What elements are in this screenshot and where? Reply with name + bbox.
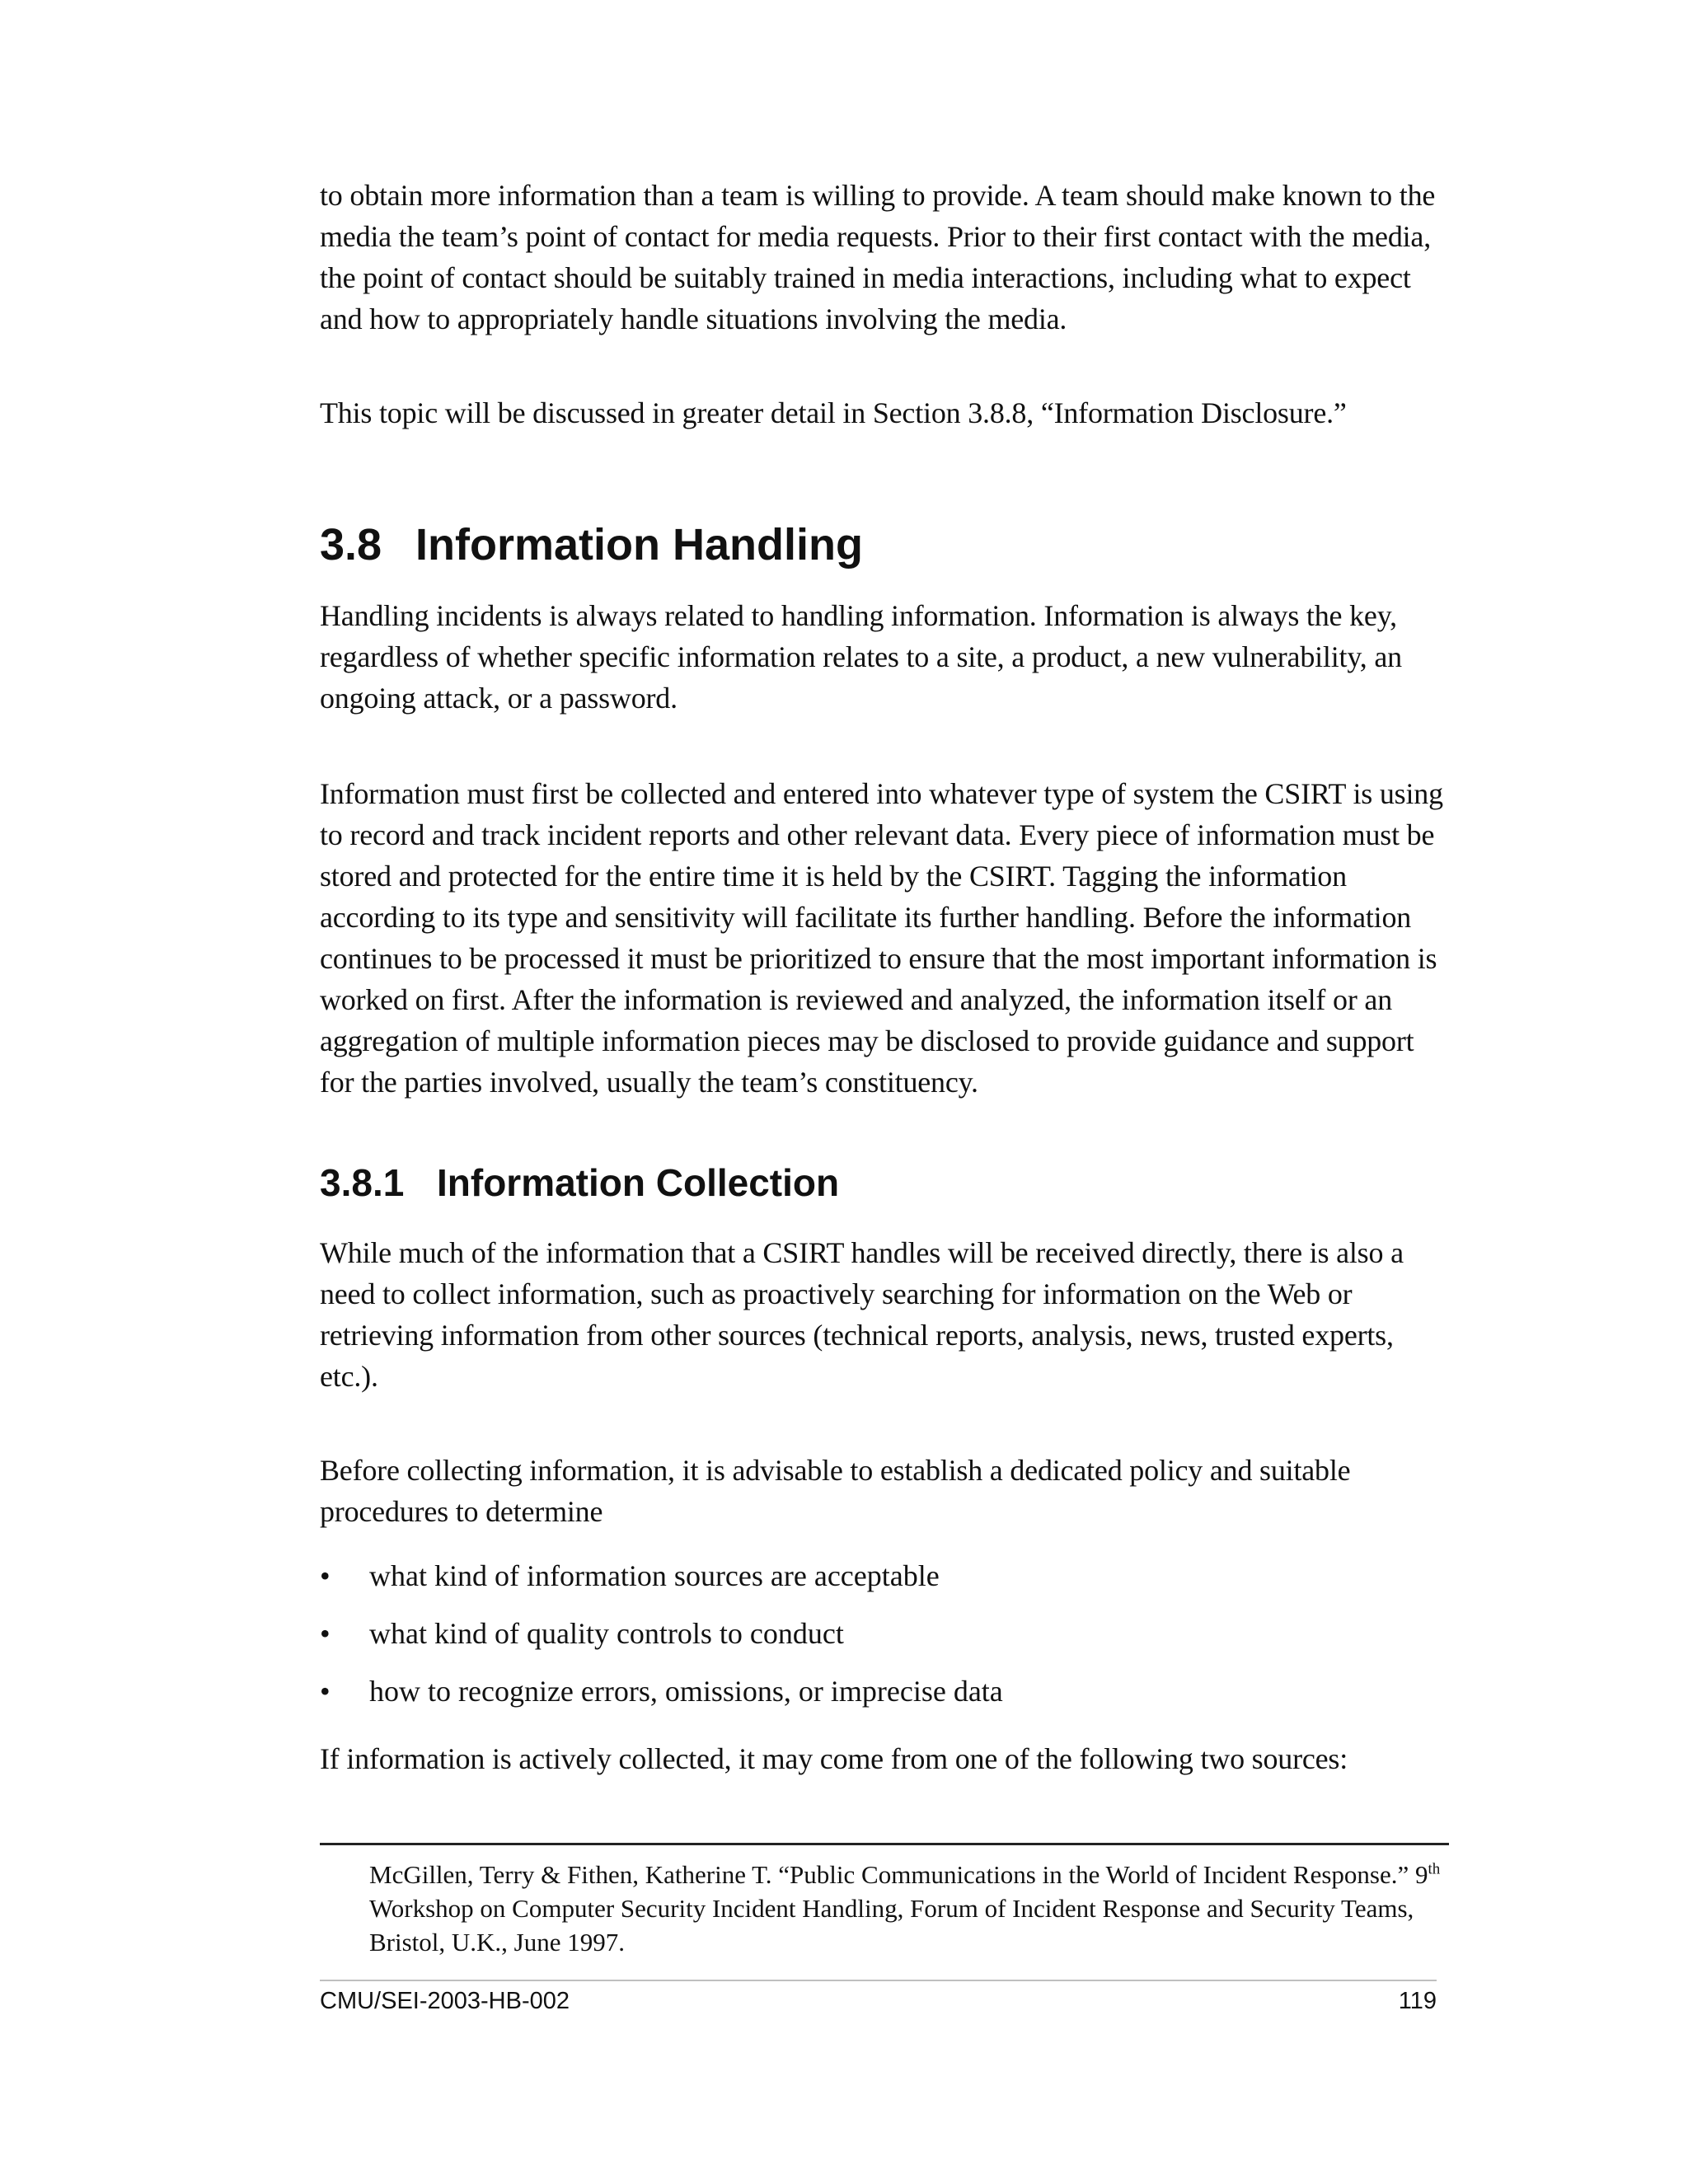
footnote-divider bbox=[320, 1843, 1449, 1845]
subsection-number: 3.8.1 bbox=[320, 1161, 405, 1204]
paragraph-section-reference: This topic will be discussed in greater detail in Section 3.8.8, “Information Disclosure.” bbox=[320, 396, 1347, 429]
bullet-list bbox=[320, 1555, 1449, 1728]
bullet-icon: • bbox=[320, 1675, 331, 1708]
footer-divider bbox=[320, 1980, 1437, 1981]
paragraph-information-lifecycle: Information must first be collected and entered into whatever type of system the CSIRT is using to record and track incident reports and other relevant data. Every piece of information must be stored and protected for the entire time it is held by the CSIRT. Tagging the information according to its type and sensitivity will facilitate its further handling. Before the information continues to be processed it must be prioritized to ensure that the most important information is worked on first. After the information is reviewed and analyzed, the information itself or an aggregation of multiple information pieces may be disclosed to provide guidance and support for the parties involved, usually the team’s constituency. bbox=[320, 777, 1443, 1099]
footnote: McGillen, Terry & Fithen, Katherine T. “Public Communications in the World of Incident Response.” 9th Workshop on Computer Security Incident Handling, Forum of Incident Response and Security Teams, Bristol, U.K., June 1997. bbox=[369, 1860, 1441, 1957]
paragraph-two-sources: If information is actively collected, it may come from one of the following two sources: bbox=[320, 1742, 1348, 1775]
paragraph-policy: Before collecting information, it is advisable to establish a dedicated policy and suitable procedures to determine bbox=[320, 1454, 1351, 1528]
subsection-heading bbox=[320, 1160, 839, 1206]
list-item: • what kind of quality controls to conduct bbox=[320, 1613, 1449, 1654]
page-footer bbox=[320, 1985, 1437, 2018]
document-id: CMU/SEI-2003-HB-002 bbox=[320, 1988, 570, 2014]
section-title: Information Handling bbox=[415, 520, 863, 569]
section-heading bbox=[320, 518, 863, 572]
list-item: • how to recognize errors, omissions, or imprecise data bbox=[320, 1671, 1449, 1712]
subsection-title: Information Collection bbox=[437, 1161, 840, 1204]
paragraph-handling-intro: Handling incidents is always related to handling information. Information is always the key, regardless of whether specific information relates to a site, a product, a new vulnerability, an ongoing attack, or a password. bbox=[320, 599, 1402, 715]
paragraph-collection-intro: While much of the information that a CSIRT handles will be received directly, there is also a need to collect information, such as proactively searching for information on the Web or retrieving information from other sources (technical reports, analysis, news, trusted experts, etc.). bbox=[320, 1236, 1404, 1393]
bullet-icon: • bbox=[320, 1559, 331, 1592]
section-number: 3.8 bbox=[320, 520, 382, 569]
bullet-icon: • bbox=[320, 1617, 331, 1650]
paragraph-media-contact: to obtain more information than a team is willing to provide. A team should make known to the media the team’s point of contact for media requests. Prior to their first contact with the media, the point of contact should be suitably trained in media interactions, including what to expect and how to appropriately handle situations involving the media. bbox=[320, 179, 1436, 335]
page-number: 119 bbox=[1398, 1988, 1437, 2014]
list-item: • what kind of information sources are acceptable bbox=[320, 1555, 1449, 1596]
